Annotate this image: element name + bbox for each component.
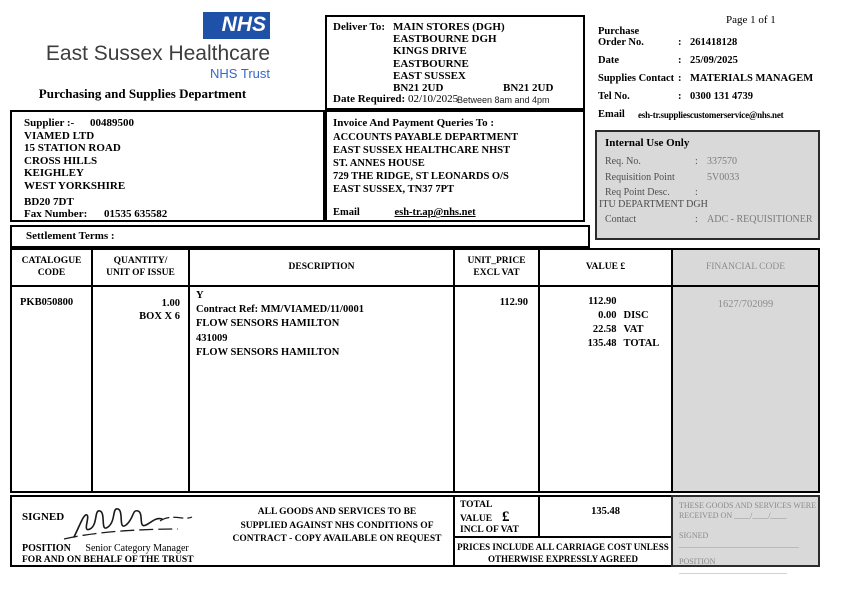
invoice-email-row: [333, 207, 476, 218]
quantity-value: 1.00: [161, 298, 180, 309]
signature-box: [10, 495, 455, 567]
conditions-of-contract-text: ALL GOODS AND SERVICES TO BE SUPPLIED AGAINST NHS CONDITIONS OF CONTRACT - COPY AVAILABLE ON REQUEST: [232, 507, 442, 544]
deliver-to-label: Deliver To:: [333, 21, 386, 33]
supplier-line: WEST YORKSHIRE: [24, 179, 126, 192]
requisition-point-label: Requisition Point: [605, 171, 675, 183]
order-date-label: Date: [598, 55, 619, 66]
tel-label: Tel No.: [598, 91, 630, 102]
purchase-order-label: Purchase: [598, 26, 640, 37]
header-financial-code: FINANCIAL CODE: [673, 250, 818, 287]
received-line: RECEIVED ON ____/____/____: [679, 511, 787, 520]
delivery-time-window: Between 8am and 4pm: [457, 95, 550, 105]
description-line: FLOW SENSORS HAMILTON: [196, 318, 340, 330]
supplies-contact-label: Supplies Contact: [598, 73, 675, 84]
date-required-row: [333, 93, 458, 105]
supplier-box: [10, 110, 325, 222]
supplies-contact-value: MATERIALS MANAGEM: [690, 73, 814, 84]
supplier-code: 00489500: [90, 117, 134, 129]
unit-of-issue: BOX X 6: [139, 311, 180, 322]
deliver-line: BN21 2UD: [393, 82, 444, 95]
deliver-line: MAIN STORES (DGH): [393, 21, 505, 33]
date-required-label: Date Required:: [333, 93, 406, 105]
order-date-row: Date : 25/09/2025: [598, 55, 836, 66]
department-title: Purchasing and Supplies Department: [38, 86, 247, 101]
received-signed-line: SIGNED ............................................................: [679, 531, 799, 550]
tel-value: 0300 131 4739: [690, 91, 753, 102]
header-catalogue-code: CATALOGUE CODE: [12, 250, 93, 287]
supplier-postcode: BD20 7DT: [24, 196, 74, 208]
supplies-contact-row: Supplies Contact : MATERIALS MANAGEM: [598, 73, 836, 84]
deliver-to-box: [325, 15, 585, 110]
total-value-amount: 135.48: [538, 495, 673, 538]
cell-value: 112.90 0.00 DISC 22.58 VAT 135.48 TOTAL: [540, 287, 673, 491]
organisation-name: East Sussex Healthcare: [45, 42, 270, 65]
invoice-email-label: Email: [333, 207, 360, 218]
cell-quantity: [93, 287, 190, 491]
req-no-value: 337570: [707, 156, 737, 167]
req-no-row: Req. No. : 337570: [605, 156, 815, 167]
requisition-point-row: [605, 172, 815, 183]
value-disc: 0.00: [598, 310, 617, 321]
position-label: POSITION: [22, 543, 71, 554]
header-value: VALUE £: [540, 250, 673, 287]
supplier-address: [24, 130, 125, 192]
req-point-desc-label: Req Point Desc.: [605, 187, 670, 198]
fax-value: 01535 635582: [104, 208, 168, 220]
purchase-order-number: 261418128: [690, 37, 738, 48]
value-net: 112.90: [588, 296, 617, 307]
behalf-text: FOR AND ON BEHALF OF THE TRUST: [22, 555, 194, 565]
order-info-block: [598, 26, 836, 127]
supplier-line: 15 STATION ROAD: [24, 142, 121, 155]
carriage-notice: PRICES INCLUDE ALL CARRIAGE COST UNLESS OTHERWISE EXPRESSLY AGREED: [453, 536, 673, 567]
supplier-fax-row: [24, 208, 167, 220]
internal-use-box: [595, 130, 820, 240]
organisation-subtitle: NHS Trust: [210, 66, 270, 81]
email-value: esh-tr.suppliescustomerservice@nhs.net: [638, 110, 784, 120]
goods-received-box: [671, 495, 820, 576]
settlement-terms-box: [10, 225, 590, 248]
cell-financial-code: 1627/702099: [673, 287, 818, 491]
description-line: FLOW SENSORS HAMILTON: [196, 346, 340, 358]
internal-use-title: Internal Use Only: [605, 137, 690, 149]
purchase-order-row: Purchase Order No. : 261418128: [598, 26, 836, 48]
supplier-label: Supplier :-: [24, 117, 75, 129]
total-value-label-box: TOTAL VALUE £ INCL OF VAT: [453, 495, 540, 538]
invoice-line: EAST SUSSEX HEALTHCARE NHST: [333, 145, 511, 156]
req-point-desc-value: ITU DEPARTMENT DGH: [599, 199, 708, 210]
purchase-order-label: Order No.: [598, 37, 644, 48]
description-line: Contract Ref: MM/VIAMED/11/0001: [196, 304, 364, 316]
email-row: [598, 109, 836, 120]
header-quantity: QUANTITY/ UNIT OF ISSUE: [93, 250, 190, 287]
received-line: THESE GOODS AND SERVICES WERE: [679, 501, 816, 510]
deliver-to-address: [393, 21, 505, 94]
fax-label: Fax Number:: [24, 208, 88, 220]
tel-row: Tel No. : 0300 131 4739: [598, 91, 836, 102]
description-line: Y: [196, 290, 204, 301]
description-line: 431009: [196, 332, 228, 344]
supplier-line: CROSS HILLS: [24, 154, 98, 167]
signed-label: SIGNED: [22, 511, 65, 523]
settlement-terms-label: Settlement Terms :: [26, 230, 115, 242]
header-description: DESCRIPTION: [190, 250, 455, 287]
contact-label: Contact: [605, 214, 637, 225]
date-required-value: 02/10/2025: [407, 93, 459, 105]
pound-sign: £: [502, 508, 510, 525]
value-total: 135.48: [587, 338, 617, 349]
deliver-line: EASTBOURNE: [393, 57, 469, 70]
contact-row: Contact : ADC - REQUISITIONER: [605, 214, 815, 225]
value-vat: 22.58: [592, 324, 617, 335]
deliver-line: KINGS DRIVE: [393, 45, 467, 58]
page-indicator: Page 1 of 1: [726, 14, 776, 26]
invoice-address: [333, 131, 518, 196]
invoice-line: EAST SUSSEX, TN37 7PT: [333, 184, 454, 195]
cell-description: [190, 287, 455, 491]
position-row: [22, 543, 189, 554]
deliver-postcode-right: BN21 2UD: [503, 82, 554, 94]
invoice-email-value: esh-tr.ap@nhs.net: [394, 207, 476, 218]
cell-unit-price: 112.90: [455, 287, 540, 491]
invoice-line: 729 THE RIDGE, ST LEONARDS O/S: [333, 171, 509, 182]
invoice-line: ST. ANNES HOUSE: [333, 158, 425, 169]
deliver-line: EAST SUSSEX: [393, 69, 466, 82]
req-no-label: Req. No.: [605, 156, 641, 167]
header-unit-price: UNIT_PRICE EXCL VAT: [455, 250, 540, 287]
email-label: Email: [598, 109, 625, 120]
position-value: Senior Category Manager: [85, 543, 189, 554]
requisition-point-value: 5V0033: [707, 171, 740, 183]
order-items-table: [10, 248, 820, 493]
nhs-logo: NHS: [203, 12, 270, 39]
order-date-value: 25/09/2025: [690, 55, 738, 66]
invoice-line: ACCOUNTS PAYABLE DEPARTMENT: [333, 132, 519, 143]
invoice-queries-label: Invoice And Payment Queries To :: [333, 117, 495, 129]
supplier-line: KEIGHLEY: [24, 167, 84, 180]
supplier-line: VIAMED LTD: [24, 130, 95, 142]
req-point-desc-row: Req Point Desc. :: [605, 187, 698, 198]
contact-value: ADC - REQUISITIONER: [707, 214, 813, 225]
cell-catalogue-code: PKB050800: [12, 287, 93, 491]
invoice-queries-box: [325, 110, 585, 222]
signature-image: [60, 499, 210, 547]
deliver-line: EASTBOURNE DGH: [393, 33, 497, 46]
received-position-line: POSITION ......................................................: [679, 557, 787, 576]
